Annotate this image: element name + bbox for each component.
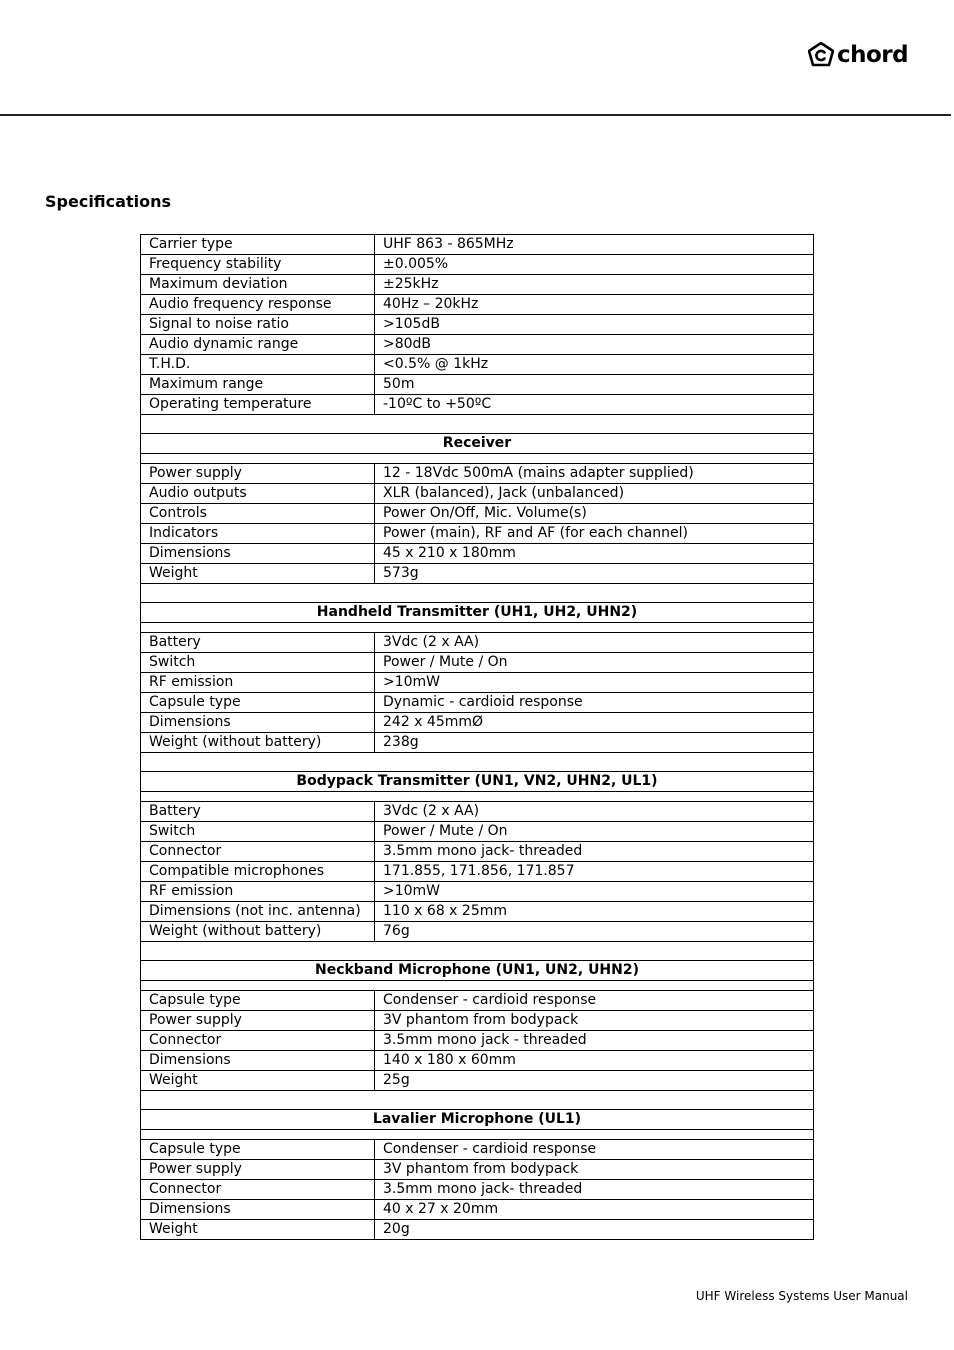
spec-label: T.H.D. bbox=[141, 355, 375, 375]
spec-value: 25g bbox=[375, 1071, 814, 1091]
table-row bbox=[141, 842, 814, 862]
spacer-cell bbox=[141, 415, 814, 434]
spec-value: Power / Mute / On bbox=[375, 822, 814, 842]
spacer-cell bbox=[141, 584, 814, 603]
table-row bbox=[141, 1160, 814, 1180]
spec-value: Power On/Off, Mic. Volume(s) bbox=[375, 504, 814, 524]
spacer-cell bbox=[141, 753, 814, 772]
footer-text: UHF Wireless Systems User Manual bbox=[695, 1289, 908, 1303]
table-row bbox=[141, 355, 814, 375]
spec-label: Capsule type bbox=[141, 693, 375, 713]
spec-label: Frequency stability bbox=[141, 255, 375, 275]
table-row bbox=[141, 1071, 814, 1091]
spec-label: Signal to noise ratio bbox=[141, 315, 375, 335]
table-row bbox=[141, 922, 814, 942]
spec-value: >10mW bbox=[375, 673, 814, 693]
spec-value: 140 x 180 x 60mm bbox=[375, 1051, 814, 1071]
spec-label: Capsule type bbox=[141, 1140, 375, 1160]
spec-value: ±0.005% bbox=[375, 255, 814, 275]
spec-label: Dimensions bbox=[141, 713, 375, 733]
spec-label: Maximum deviation bbox=[141, 275, 375, 295]
spec-label: Battery bbox=[141, 633, 375, 653]
table-row bbox=[141, 335, 814, 355]
spec-value: >10mW bbox=[375, 882, 814, 902]
spec-value: 40Hz – 20kHz bbox=[375, 295, 814, 315]
section-heading-row bbox=[141, 1110, 814, 1130]
spec-value: ±25kHz bbox=[375, 275, 814, 295]
spec-value: 50m bbox=[375, 375, 814, 395]
table-row bbox=[141, 275, 814, 295]
spec-value: 45 x 210 x 180mm bbox=[375, 544, 814, 564]
table-row bbox=[141, 564, 814, 584]
table-row bbox=[141, 484, 814, 504]
spec-label: Audio dynamic range bbox=[141, 335, 375, 355]
spec-value: Condenser - cardioid response bbox=[375, 1140, 814, 1160]
spacer-row bbox=[141, 584, 814, 603]
spacer-cell bbox=[141, 623, 814, 633]
table-row bbox=[141, 1031, 814, 1051]
spacer-row bbox=[141, 1091, 814, 1110]
spec-value: 242 x 45mmØ bbox=[375, 713, 814, 733]
section-heading: Lavalier Microphone (UL1) bbox=[141, 1110, 814, 1130]
spec-value: Power / Mute / On bbox=[375, 653, 814, 673]
table-row bbox=[141, 902, 814, 922]
spec-value: 3.5mm mono jack- threaded bbox=[375, 842, 814, 862]
header-rule bbox=[0, 114, 951, 116]
spacer-row bbox=[141, 454, 814, 464]
spec-value: 12 - 18Vdc 500mA (mains adapter supplied) bbox=[375, 464, 814, 484]
table-row bbox=[141, 653, 814, 673]
spec-value: 76g bbox=[375, 922, 814, 942]
spec-value: -10ºC to +50ºC bbox=[375, 395, 814, 415]
spec-label: Power supply bbox=[141, 1011, 375, 1031]
table-row bbox=[141, 235, 814, 255]
table-row bbox=[141, 633, 814, 653]
spacer-cell bbox=[141, 1091, 814, 1110]
spec-label: Indicators bbox=[141, 524, 375, 544]
spec-label: Weight (without battery) bbox=[141, 922, 375, 942]
table-row bbox=[141, 882, 814, 902]
spec-label: Weight bbox=[141, 1220, 375, 1240]
spec-label: Weight (without battery) bbox=[141, 733, 375, 753]
spec-label: RF emission bbox=[141, 882, 375, 902]
spacer-cell bbox=[141, 454, 814, 464]
spec-label: Weight bbox=[141, 564, 375, 584]
spacer-cell bbox=[141, 1130, 814, 1140]
brand-name: chord bbox=[837, 42, 909, 68]
brand-logo bbox=[808, 42, 908, 68]
spec-value: <0.5% @ 1kHz bbox=[375, 355, 814, 375]
spec-value: XLR (balanced), Jack (unbalanced) bbox=[375, 484, 814, 504]
table-row bbox=[141, 802, 814, 822]
spec-label: Dimensions (not inc. antenna) bbox=[141, 902, 375, 922]
spec-value: >105dB bbox=[375, 315, 814, 335]
table-row bbox=[141, 295, 814, 315]
spec-value: 110 x 68 x 25mm bbox=[375, 902, 814, 922]
section-heading: Receiver bbox=[141, 434, 814, 454]
spacer-row bbox=[141, 753, 814, 772]
section-heading-row bbox=[141, 434, 814, 454]
spec-label: Dimensions bbox=[141, 1200, 375, 1220]
spec-label: Audio outputs bbox=[141, 484, 375, 504]
spec-value: 20g bbox=[375, 1220, 814, 1240]
page-title: Specifications bbox=[45, 192, 171, 211]
spec-value: 3V phantom from bodypack bbox=[375, 1011, 814, 1031]
spec-label: Power supply bbox=[141, 464, 375, 484]
spec-label: Switch bbox=[141, 653, 375, 673]
chord-logo-icon bbox=[808, 42, 834, 68]
spacer-cell bbox=[141, 792, 814, 802]
table-row bbox=[141, 1140, 814, 1160]
table-row bbox=[141, 464, 814, 484]
table-row bbox=[141, 1051, 814, 1071]
spec-value: Power (main), RF and AF (for each channel) bbox=[375, 524, 814, 544]
spec-label: Audio frequency response bbox=[141, 295, 375, 315]
table-row bbox=[141, 673, 814, 693]
spec-value: Condenser - cardioid response bbox=[375, 991, 814, 1011]
spec-value: 3Vdc (2 x AA) bbox=[375, 633, 814, 653]
spec-value: Dynamic - cardioid response bbox=[375, 693, 814, 713]
table-row bbox=[141, 1011, 814, 1031]
spec-label: Carrier type bbox=[141, 235, 375, 255]
spec-label: Weight bbox=[141, 1071, 375, 1091]
table-row bbox=[141, 375, 814, 395]
table-row bbox=[141, 1180, 814, 1200]
spacer-cell bbox=[141, 942, 814, 961]
table-row bbox=[141, 713, 814, 733]
spec-label: Compatible microphones bbox=[141, 862, 375, 882]
spec-label: Controls bbox=[141, 504, 375, 524]
table-row bbox=[141, 862, 814, 882]
spec-label: Battery bbox=[141, 802, 375, 822]
spec-value: 3V phantom from bodypack bbox=[375, 1160, 814, 1180]
spec-label: Capsule type bbox=[141, 991, 375, 1011]
spec-label: Dimensions bbox=[141, 544, 375, 564]
spacer-cell bbox=[141, 981, 814, 991]
spec-value: 573g bbox=[375, 564, 814, 584]
spacer-row bbox=[141, 792, 814, 802]
spec-value: 3.5mm mono jack - threaded bbox=[375, 1031, 814, 1051]
table-row bbox=[141, 315, 814, 335]
spec-value: 3Vdc (2 x AA) bbox=[375, 802, 814, 822]
table-row bbox=[141, 1220, 814, 1240]
spec-label: RF emission bbox=[141, 673, 375, 693]
spec-label: Connector bbox=[141, 1031, 375, 1051]
section-heading-row bbox=[141, 603, 814, 623]
spec-label: Connector bbox=[141, 1180, 375, 1200]
spec-value: 40 x 27 x 20mm bbox=[375, 1200, 814, 1220]
spec-value: 238g bbox=[375, 733, 814, 753]
section-heading: Neckband Microphone (UN1, UN2, UHN2) bbox=[141, 961, 814, 981]
spec-value: 171.855, 171.856, 171.857 bbox=[375, 862, 814, 882]
table-row bbox=[141, 991, 814, 1011]
section-heading: Bodypack Transmitter (UN1, VN2, UHN2, UL1) bbox=[141, 772, 814, 792]
section-heading: Handheld Transmitter (UH1, UH2, UHN2) bbox=[141, 603, 814, 623]
table-row bbox=[141, 255, 814, 275]
specifications-body bbox=[141, 235, 814, 1240]
table-row bbox=[141, 395, 814, 415]
table-row bbox=[141, 693, 814, 713]
table-row bbox=[141, 1200, 814, 1220]
spacer-row bbox=[141, 1130, 814, 1140]
spacer-row bbox=[141, 623, 814, 633]
table-row bbox=[141, 733, 814, 753]
spacer-row bbox=[141, 415, 814, 434]
section-heading-row bbox=[141, 961, 814, 981]
spec-value: 3.5mm mono jack- threaded bbox=[375, 1180, 814, 1200]
spec-value: UHF 863 - 865MHz bbox=[375, 235, 814, 255]
spacer-row bbox=[141, 981, 814, 991]
spec-label: Dimensions bbox=[141, 1051, 375, 1071]
table-row bbox=[141, 504, 814, 524]
spec-label: Switch bbox=[141, 822, 375, 842]
spec-value: >80dB bbox=[375, 335, 814, 355]
section-heading-row bbox=[141, 772, 814, 792]
table-row bbox=[141, 544, 814, 564]
spec-label: Operating temperature bbox=[141, 395, 375, 415]
spacer-row bbox=[141, 942, 814, 961]
spec-label: Connector bbox=[141, 842, 375, 862]
table-row bbox=[141, 524, 814, 544]
spec-label: Maximum range bbox=[141, 375, 375, 395]
table-row bbox=[141, 822, 814, 842]
spec-label: Power supply bbox=[141, 1160, 375, 1180]
specifications-table bbox=[140, 234, 814, 1240]
